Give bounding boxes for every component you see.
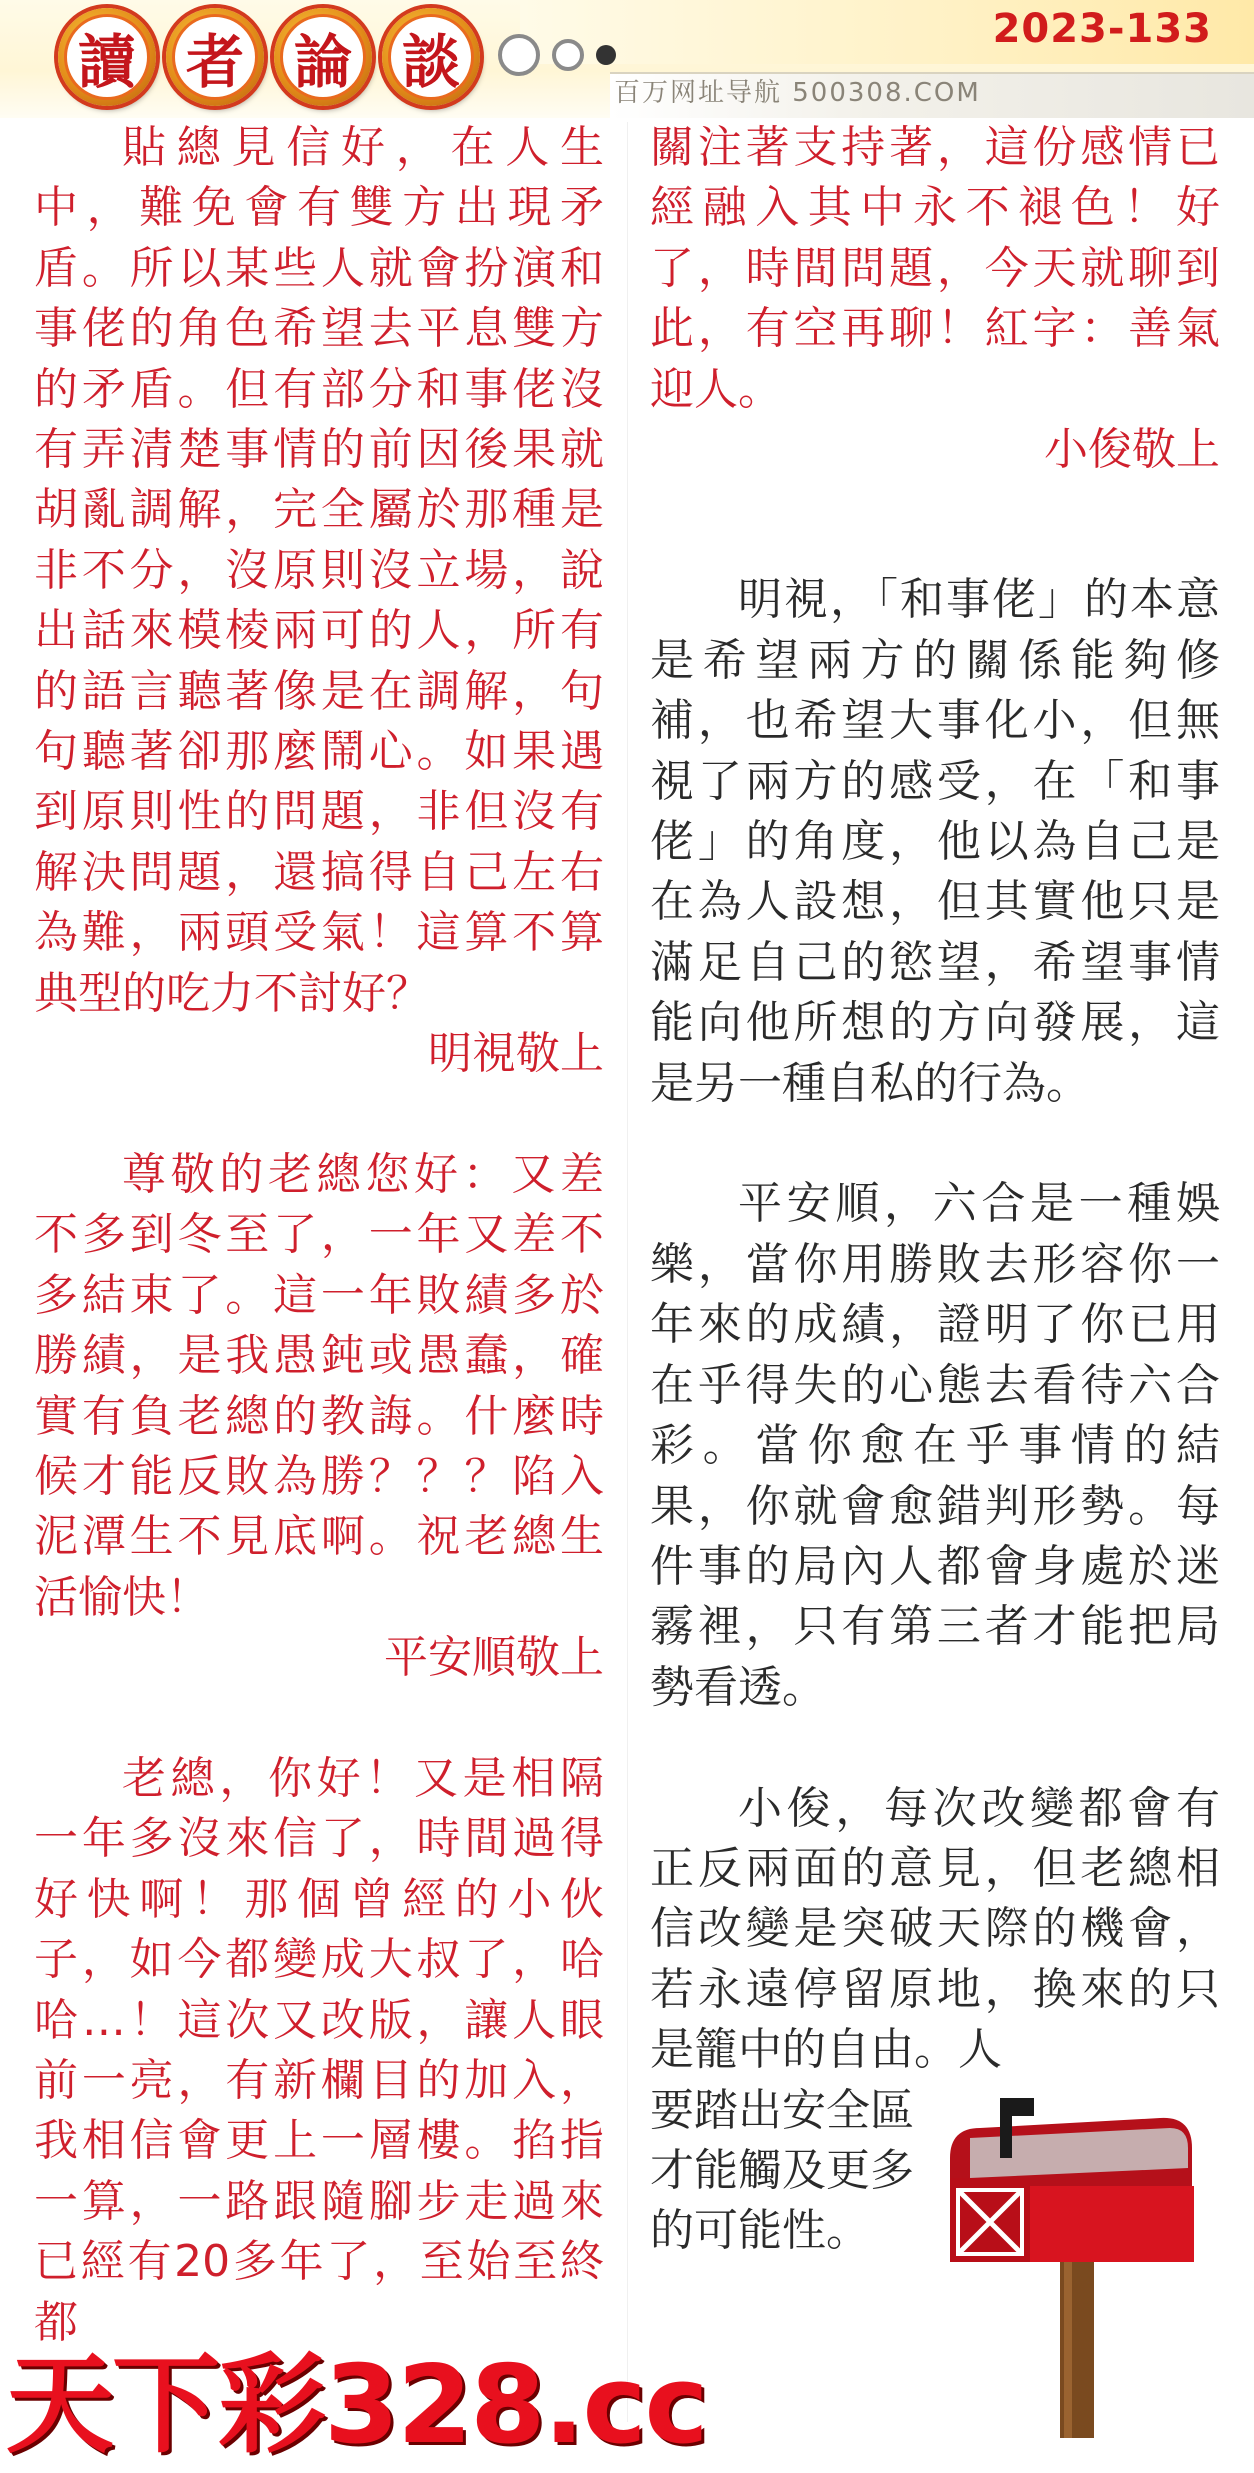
title-badge bbox=[58, 8, 156, 106]
left-column bbox=[34, 118, 604, 2353]
reply-text: 明視，「和事佬」的本意是希望兩方的關係能夠修補，也希望大事化小，但無視了兩方的感受，在「和事佬」的角度，他以為自己是在為人設想，但其實他只是滿足自己的慾望，希望事情能向他所想的方向發展，這是另一種自私的行為。 bbox=[650, 574, 1220, 1109]
reply-body bbox=[650, 1174, 1220, 1718]
title-char: 談 bbox=[388, 14, 474, 100]
dot-icon bbox=[596, 45, 616, 65]
post-highlight bbox=[1064, 2248, 1072, 2438]
letter-text: 貼總見信好，在人生中，難免會有雙方出現矛盾。所以某些人就會扮演和事佬的角色希望去平息雙方的矛盾。但有部分和事佬沒有弄清楚事情的前因後果就胡亂調解，完全屬於那種是非不分，沒原則沒立場，說出話來模棱兩可的人，所有的語言聽著像是在調解，句句聽著卻那麼鬧心。如果遇到原則性的問題，非但沒有解決問題，還搞得自己左右為難，兩頭受氣！這算不算典型的吃力不討好？ bbox=[34, 122, 604, 1019]
header bbox=[0, 0, 1254, 118]
reply-tail: 要踏出安全區才能觸及更多的可能性。 bbox=[650, 2084, 914, 2257]
title-char: 讀 bbox=[64, 14, 150, 100]
title-char: 者 bbox=[172, 14, 258, 100]
reply-text: 小俊，每次改變都會有正反兩面的意見，但老總相信改變是突破天際的機會，若永遠停留原地，換來的只是籠中的自由。人 bbox=[650, 1782, 1220, 2076]
title-badge bbox=[166, 8, 264, 106]
issue-number: 2023-133 bbox=[992, 6, 1212, 52]
column-divider bbox=[627, 122, 628, 2422]
letter-body bbox=[34, 1749, 604, 2353]
flag bbox=[1000, 2098, 1034, 2116]
watermark: 天下彩328.cc bbox=[6, 2343, 707, 2468]
title-badge bbox=[382, 8, 480, 106]
title-char: 論 bbox=[280, 14, 366, 100]
letter-text: 尊敬的老總您好：又差不多到冬至了，一年又差不多結束了。這一年敗績多於勝績，是我愚鈍或愚蠢，確實有負老總的教誨。什麼時候才能反敗為勝？？？陷入泥潭生不見底啊。祝老總生活愉快！ bbox=[34, 1148, 604, 1623]
column-title bbox=[58, 8, 480, 106]
spacer bbox=[650, 480, 1220, 570]
dot-icon bbox=[498, 34, 540, 76]
spacer bbox=[650, 1718, 1220, 1778]
letter-signature: 明視敬上 bbox=[428, 1028, 604, 1080]
letter-signature: 平安順敬上 bbox=[384, 1632, 604, 1684]
right-column bbox=[650, 118, 1220, 2262]
decorative-dots bbox=[498, 34, 616, 76]
site-url: 百万网址导航 500308.COM bbox=[614, 78, 981, 108]
reply-body bbox=[650, 1779, 1220, 2081]
spacer bbox=[34, 1085, 604, 1145]
letter-continued: 關注著支持著，這份感情已經融入其中永不褪色！好了，時間問題，今天就聊到此，有空再聊！紅字：善氣迎人。 bbox=[650, 122, 1220, 415]
reply-body bbox=[650, 570, 1220, 1114]
letter-signature: 小俊敬上 bbox=[1044, 424, 1220, 476]
spacer bbox=[34, 1689, 604, 1749]
dot-icon bbox=[552, 39, 584, 71]
spacer bbox=[650, 1114, 1220, 1174]
mailbox-illustration bbox=[930, 2098, 1230, 2438]
reply-text: 平安順，六合是一種娛樂，當你用勝敗去形容你一年來的成績，證明了你已用在乎得失的心態去看待六合彩。當你愈在乎事情的結果，你就會愈錯判形勢。每件事的局內人都會身處於迷霧裡，只有第三者才能把局勢看透。 bbox=[650, 1178, 1220, 1713]
letter-body bbox=[34, 118, 604, 1024]
letter-body bbox=[34, 1145, 604, 1628]
title-badge bbox=[274, 8, 372, 106]
letter-text: 老總，你好！又是相隔一年多沒來信了，時間過得好快啊！那個曾經的小伙子，如今都變成大叔了，哈哈…！這次又改版，讓人眼前一亮，有新欄目的加入，我相信會更上一層樓。掐指一算，一路跟隨腳步走過來已經有20多年了，至始至終都 bbox=[34, 1752, 604, 2348]
